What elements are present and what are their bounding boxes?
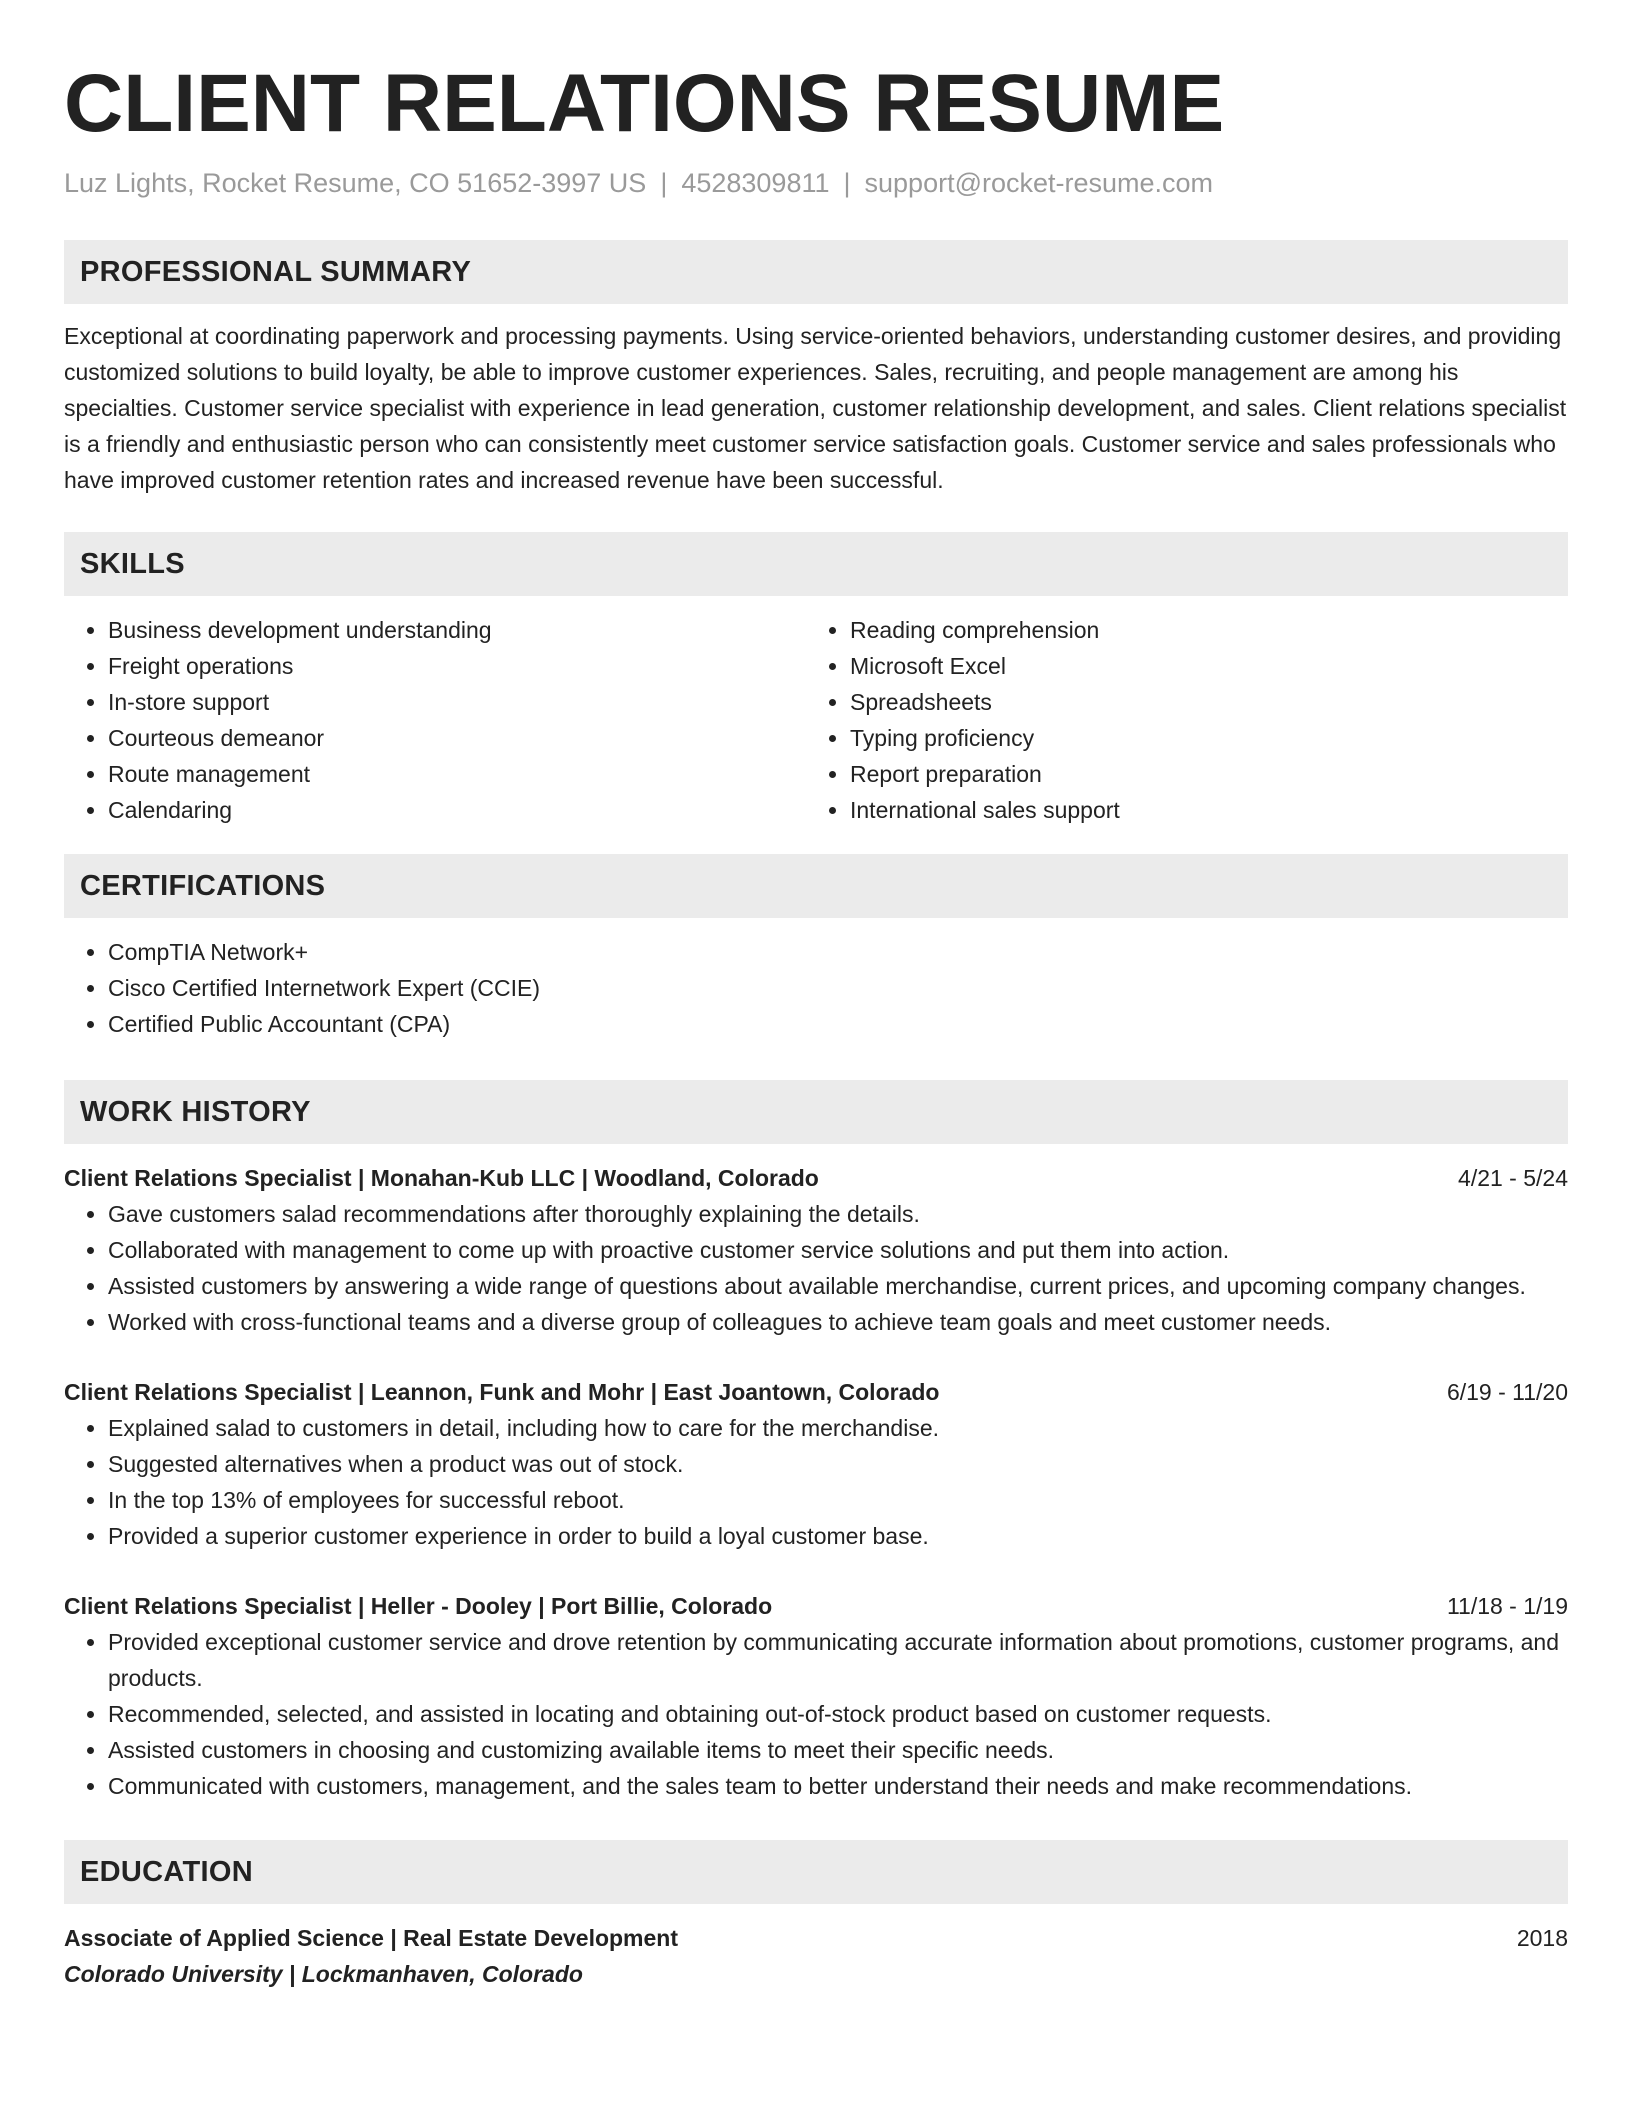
job-bullet: • Communicated with customers, management, and the sales team to better understand their needs and make recommendations. bbox=[108, 1768, 1568, 1804]
skill-item: • Reading comprehension bbox=[850, 612, 1548, 648]
job-bullet: • Gave customers salad recommendations after thoroughly explaining the details. bbox=[108, 1196, 1568, 1232]
skill-item: • Route management bbox=[108, 756, 806, 792]
skill-item: • Freight operations bbox=[108, 648, 806, 684]
job-bullet: • Assisted customers in choosing and customizing available items to meet their specific needs. bbox=[108, 1732, 1568, 1768]
skill-item: • Courteous demeanor bbox=[108, 720, 806, 756]
skill-item: • Business development understanding bbox=[108, 612, 806, 648]
job-bullets bbox=[64, 1624, 1568, 1804]
job-bullet: • Provided a superior customer experience in order to build a loyal customer base. bbox=[108, 1518, 1568, 1554]
certification-item: • Cisco Certified Internetwork Expert (CCIE) bbox=[108, 970, 1568, 1006]
job-bullet: • Collaborated with management to come up with proactive customer service solutions and put them into action. bbox=[108, 1232, 1568, 1268]
education-degree: Associate of Applied Science | Real Estate Development bbox=[64, 1925, 679, 1951]
job-bullet: • Worked with cross-functional teams and a diverse group of colleagues to achieve team goals and meet customer needs. bbox=[108, 1304, 1568, 1340]
skill-item: • Typing proficiency bbox=[850, 720, 1548, 756]
contact-email: support@rocket-resume.com bbox=[864, 168, 1214, 198]
job-bullet: • Assisted customers by answering a wide range of questions about available merchandise, current prices, and upcoming company changes. bbox=[108, 1268, 1568, 1304]
skills-column-right bbox=[806, 612, 1548, 828]
job-header bbox=[64, 1588, 1568, 1624]
job-header bbox=[64, 1160, 1568, 1196]
job-title: Client Relations Specialist | Heller - Dooley | Port Billie, Colorado bbox=[64, 1593, 773, 1619]
skill-item: • International sales support bbox=[850, 792, 1548, 828]
skill-item: • In-store support bbox=[108, 684, 806, 720]
education-school: Colorado University | Lockmanhaven, Colorado bbox=[64, 1961, 583, 1987]
job-bullets bbox=[64, 1196, 1568, 1340]
contact-address: Luz Lights, Rocket Resume, CO 51652-3997 US bbox=[64, 168, 647, 198]
skill-item: • Calendaring bbox=[108, 792, 806, 828]
job-entry bbox=[64, 1160, 1568, 1340]
skill-item: • Microsoft Excel bbox=[850, 648, 1548, 684]
job-title: Client Relations Specialist | Monahan-Kub LLC | Woodland, Colorado bbox=[64, 1165, 819, 1191]
section-header-certifications: CERTIFICATIONS bbox=[64, 854, 1568, 918]
job-bullet: • Suggested alternatives when a product was out of stock. bbox=[108, 1446, 1568, 1482]
section-header-summary: PROFESSIONAL SUMMARY bbox=[64, 240, 1568, 304]
contact-phone: 4528309811 bbox=[681, 168, 830, 198]
page-title: CLIENT RELATIONS RESUME bbox=[64, 58, 1225, 149]
job-entry bbox=[64, 1374, 1568, 1554]
job-bullet: • In the top 13% of employees for successful reboot. bbox=[108, 1482, 1568, 1518]
education-entry bbox=[64, 1920, 1568, 1992]
job-entry bbox=[64, 1588, 1568, 1804]
contact-separator: | bbox=[660, 168, 668, 198]
skill-item: • Report preparation bbox=[850, 756, 1548, 792]
job-date: 6/19 - 11/20 bbox=[1446, 1379, 1568, 1405]
job-bullet: • Explained salad to customers in detail, including how to care for the merchandise. bbox=[108, 1410, 1568, 1446]
skills-column-left bbox=[64, 612, 806, 828]
job-header bbox=[64, 1374, 1568, 1410]
skills-list-right bbox=[806, 612, 1548, 828]
education-year: 2018 bbox=[1516, 1925, 1568, 1951]
skills-grid bbox=[64, 612, 1568, 828]
job-title: Client Relations Specialist | Leannon, Funk and Mohr | East Joantown, Colorado bbox=[64, 1379, 940, 1405]
summary-text: Exceptional at coordinating paperwork and processing payments. Using service-oriented behaviors, understanding customer desires, and providing customized solutions to build loyalty, be able to improve customer experiences. Sales, recruiting, and people management are among his specialties. Customer service specialist with experience in lead generation, customer relationship development, and sales. Client relations specialist is a friendly and enthusiastic person who can consistently meet customer service satisfaction goals. Customer service and sales professionals who have improved customer retention rates and increased revenue have been successful. bbox=[64, 323, 1567, 493]
section-header-work-history: WORK HISTORY bbox=[64, 1080, 1568, 1144]
contact-line bbox=[64, 166, 1568, 200]
certifications-list bbox=[64, 934, 1568, 1042]
job-bullets bbox=[64, 1410, 1568, 1554]
job-date: 4/21 - 5/24 bbox=[1458, 1165, 1568, 1191]
job-bullet: • Recommended, selected, and assisted in locating and obtaining out-of-stock product based on customer requests. bbox=[108, 1696, 1568, 1732]
section-header-education: EDUCATION bbox=[64, 1840, 1568, 1904]
job-date: 11/18 - 1/19 bbox=[1446, 1593, 1568, 1619]
certification-item: • CompTIA Network+ bbox=[108, 934, 1568, 970]
job-bullet: • Provided exceptional customer service and drove retention by communicating accurate information about promotions, customer programs, and products. bbox=[108, 1624, 1568, 1696]
certification-item: • Certified Public Accountant (CPA) bbox=[108, 1006, 1568, 1042]
contact-separator: | bbox=[843, 168, 851, 198]
education-header bbox=[64, 1920, 1568, 1956]
skill-item: • Spreadsheets bbox=[850, 684, 1548, 720]
skills-list-left bbox=[64, 612, 806, 828]
section-header-skills: SKILLS bbox=[64, 532, 1568, 596]
